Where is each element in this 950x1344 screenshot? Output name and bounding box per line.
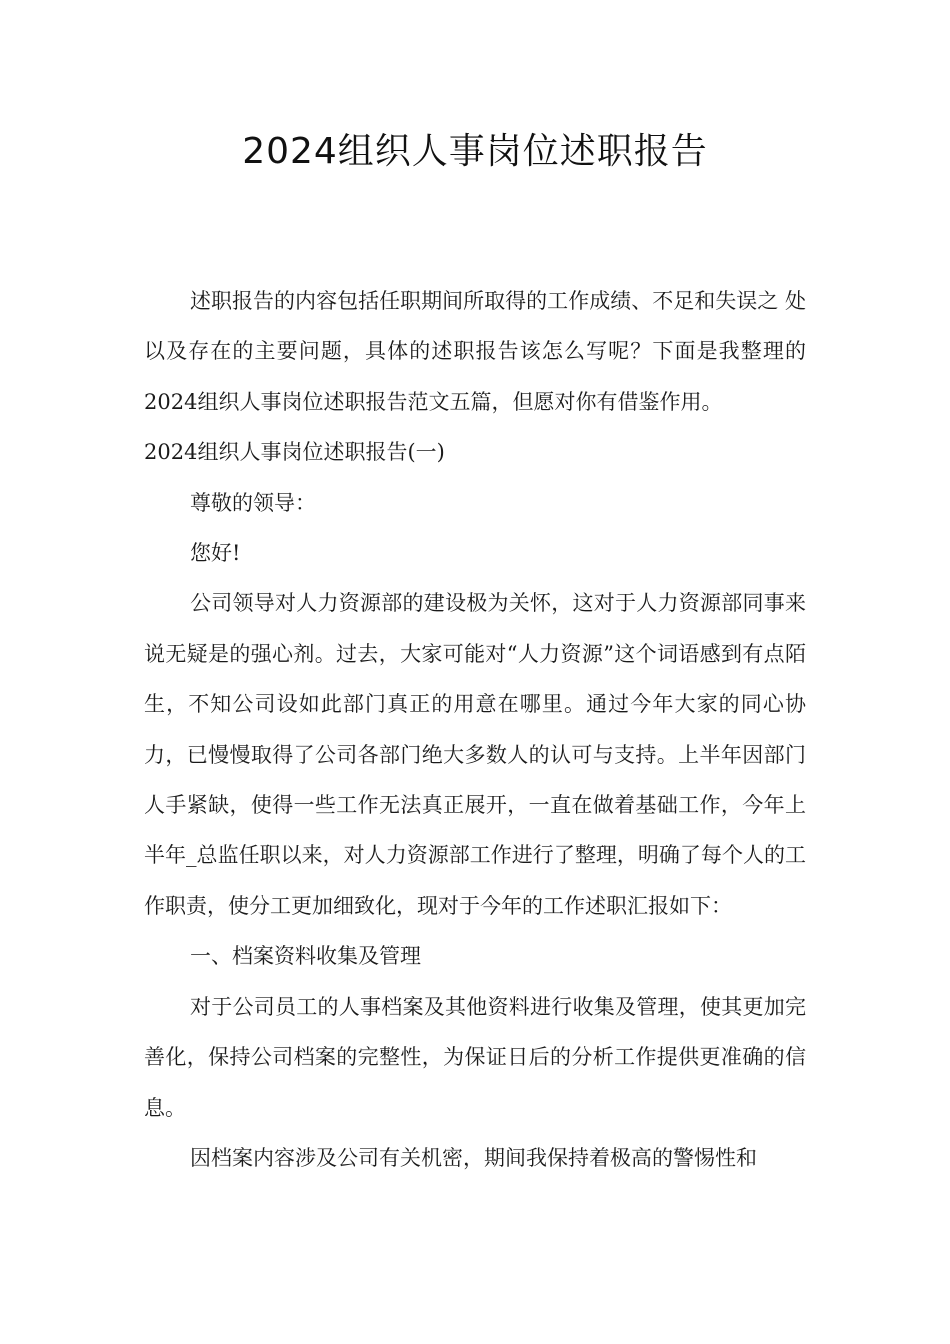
document-title: 2024组织人事岗位述职报告 xyxy=(242,131,708,172)
section-heading-one: 2024组织人事岗位述职报告(一) xyxy=(144,440,445,465)
body-paragraph: 对于公司员工的人事档案及其他资料进行收集及管理，使其更加完善化，保持公司档案的完整性，为保证日后的分析工作提供更准确的信息。 xyxy=(144,994,806,1120)
body-paragraph: 公司领导对人力资源部的建设极为关怀，这对于人力资源部同事来说无疑是的强心剂。过去，大家可能对“人力资源”这个词语感到有点陌生，不知公司设如此部门真正的用意在哪里。通过今年大家的同心协力，已慢慢取得了公司各部门绝大多数人的认可与支持。上半年因部门人手紧缺，使得一些工作无法真正展开，一直在做着基础工作，今年上半年_总监任职以来，对人力资源部工作进行了整理，明确了每个人的工作职责，使分工更加细致化，现对于今年的工作述职汇报如下： xyxy=(144,591,806,918)
subheading-archives: 一、档案资料收集及管理 xyxy=(190,944,421,969)
body-paragraph: 因档案内容涉及公司有关机密，期间我保持着极高的警惕性和 xyxy=(190,1145,757,1170)
intro-paragraph: 述职报告的内容包括任职期间所取得的工作成绩、不足和失误之 处以及存在的主要问题，具体的述职报告该怎么写呢？下面是我整理的2024组织人事岗位述职报告范文五篇，但愿对你有借鉴作用。 xyxy=(144,289,806,414)
salutation: 尊敬的领导： xyxy=(190,490,316,515)
greeting: 您好! xyxy=(190,541,241,566)
document-body xyxy=(144,276,806,1183)
